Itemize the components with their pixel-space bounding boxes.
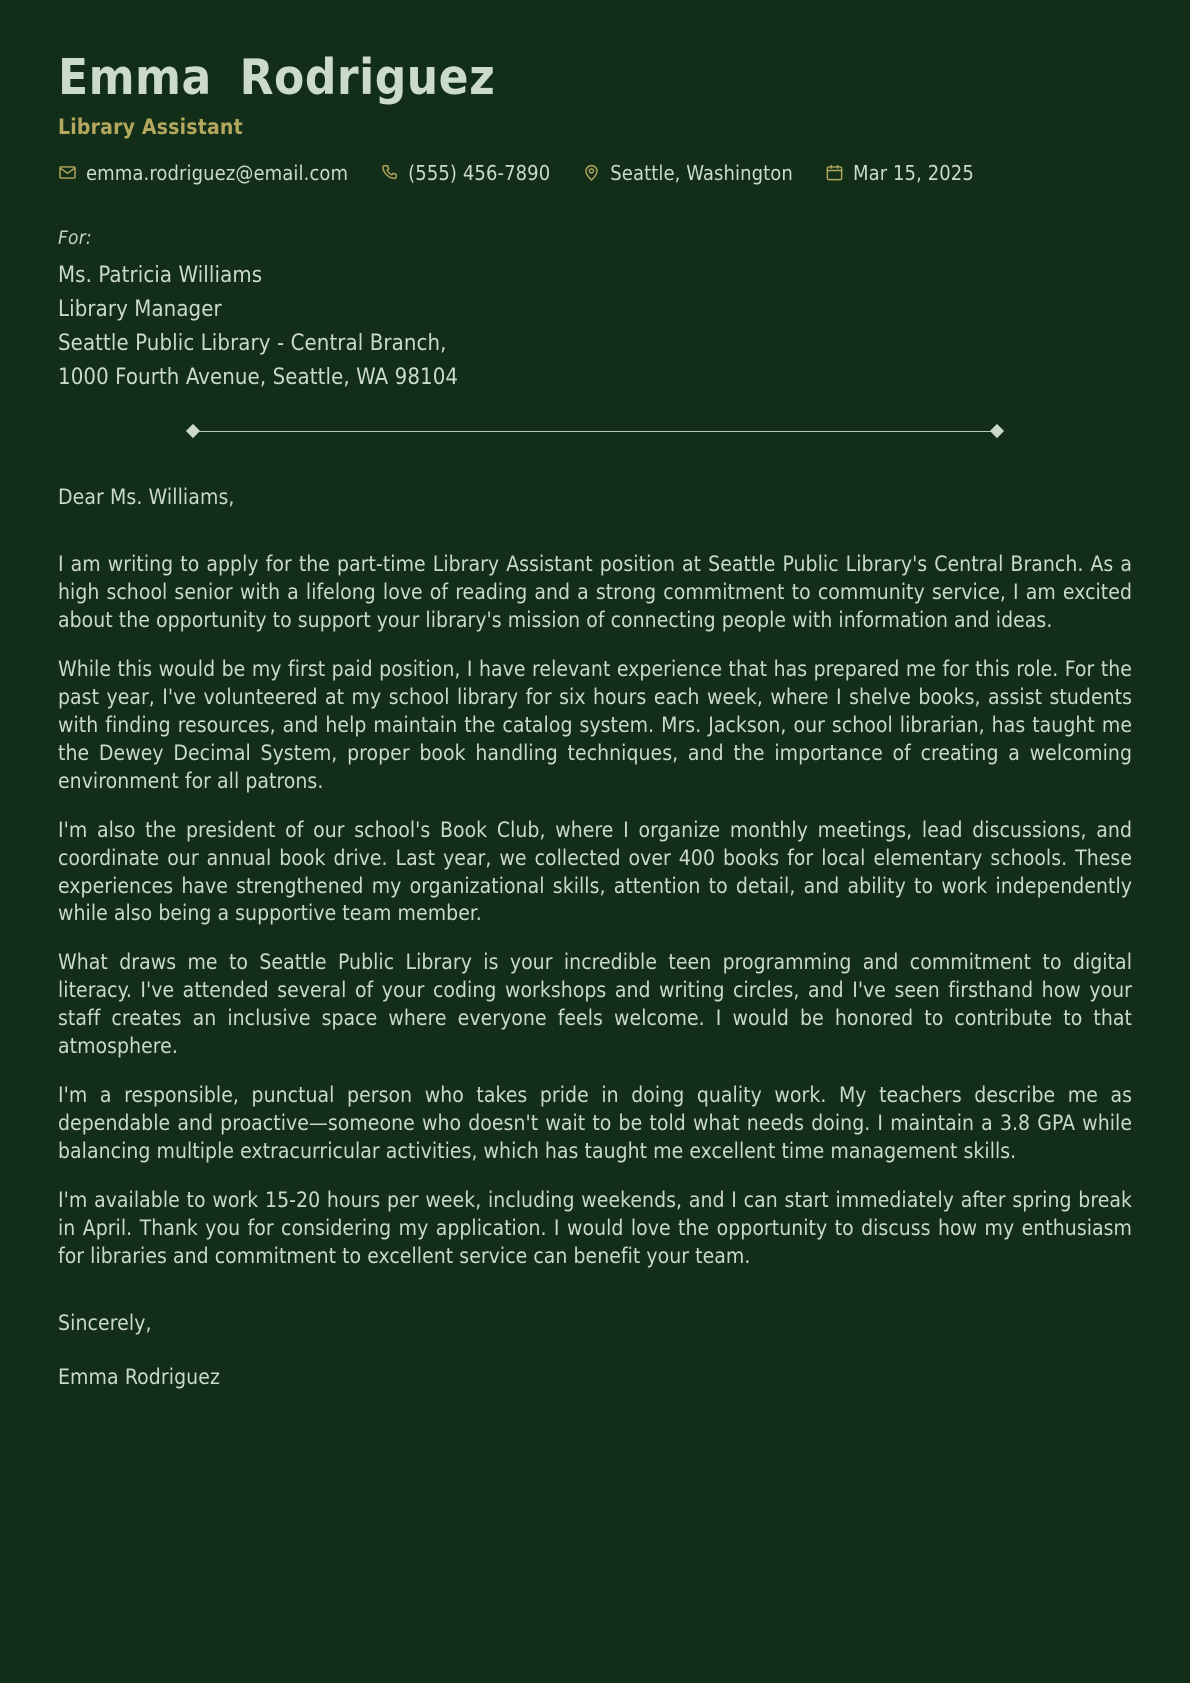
diamond-left-icon	[186, 424, 200, 438]
contact-item-email[interactable]	[58, 161, 348, 185]
letter-salutation: Dear Ms. Williams,	[58, 485, 235, 510]
letter-closing: Sincerely,	[58, 1310, 152, 1335]
contact-item-phone[interactable]	[380, 161, 550, 185]
letter-closing-block	[58, 1311, 1132, 1389]
recipient-name: Ms. Patricia Williams	[58, 262, 263, 288]
recipient-block	[58, 227, 1132, 395]
letter-paragraph: What draws me to Seattle Public Library is your incredible teen programming and commitment to digital literacy. I've attended several of your coding workshops and writing circles, and I've seen firsthand how your staff creates an inclusive space where everyone feels welcome. I would be honored to contribute to that atmosphere.	[58, 950, 1132, 1059]
applicant-name: Emma Rodriguez	[58, 49, 496, 106]
contact-email-value: emma.rodriguez@email.com	[86, 160, 349, 185]
recipient-organization: Seattle Public Library - Central Branch,	[58, 331, 447, 357]
contact-item-location[interactable]	[582, 161, 793, 185]
calendar-icon	[825, 163, 844, 182]
letter-header	[58, 49, 1132, 185]
contact-date-value: Mar 15, 2025	[852, 160, 974, 185]
ornamental-divider	[58, 421, 1132, 441]
letter-paragraph: I am writing to apply for the part-time Library Assistant position at Seattle Public Library's Central Branch. As a high school senior with a lifelong love of reading and a strong commitment to community service, I am excited about the opportunity to support your library's mission of connecting people with information and ideas.	[58, 552, 1132, 633]
letter-body	[58, 485, 1132, 1388]
diamond-right-icon	[990, 424, 1004, 438]
contact-item-date	[825, 161, 974, 185]
envelope-icon	[58, 163, 77, 182]
recipient-for-label: For:	[58, 226, 92, 249]
divider-line	[198, 431, 992, 432]
contact-row	[58, 161, 1132, 185]
map-pin-icon	[582, 163, 601, 182]
contact-phone-value: (555) 456-7890	[408, 160, 551, 185]
letter-paragraph: I'm a responsible, punctual person who takes pride in doing quality work. My teachers describe me as dependable and proactive—someone who doesn't wait to be told what needs doing. I maintain a 3.8 GPA while balancing multiple extracurricular activities, which has taught me excellent time management skills.	[58, 1083, 1132, 1163]
recipient-address: 1000 Fourth Avenue, Seattle, WA 98104	[58, 365, 459, 391]
letter-signature: Emma Rodriguez	[58, 1364, 220, 1389]
letter-paragraph: I'm available to work 15-20 hours per week, including weekends, and I can start immediately after spring break in April. Thank you for considering my application. I would love the opportunity to discuss how my enthusiasm for libraries and commitment to excellent service can benefit your team.	[58, 1187, 1132, 1268]
phone-icon	[380, 163, 399, 182]
applicant-job-title: Library Assistant	[58, 114, 243, 139]
letter-paragraph: I'm also the president of our school's Book Club, where I organize monthly meetings, lead discussions, and coordinate our annual book drive. Last year, we collected over 400 books for local elementary schools. These experiences have strengthened my organizational skills, attention to detail, and ability to work independently while also being a supportive team member.	[58, 817, 1132, 926]
letter-paragraph: While this would be my first paid position, I have relevant experience that has prepared me for this role. For the past year, I've volunteered at my school library for six hours each week, where I shelve books, assist students with finding resources, and help maintain the catalog system. Mrs. Jackson, our school librarian, has taught me the Dewey Decimal System, proper book handling techniques, and the importance of creating a welcoming environment for all patrons.	[58, 657, 1132, 793]
recipient-title: Library Manager	[58, 297, 222, 322]
contact-location-value: Seattle, Washington	[610, 160, 793, 185]
